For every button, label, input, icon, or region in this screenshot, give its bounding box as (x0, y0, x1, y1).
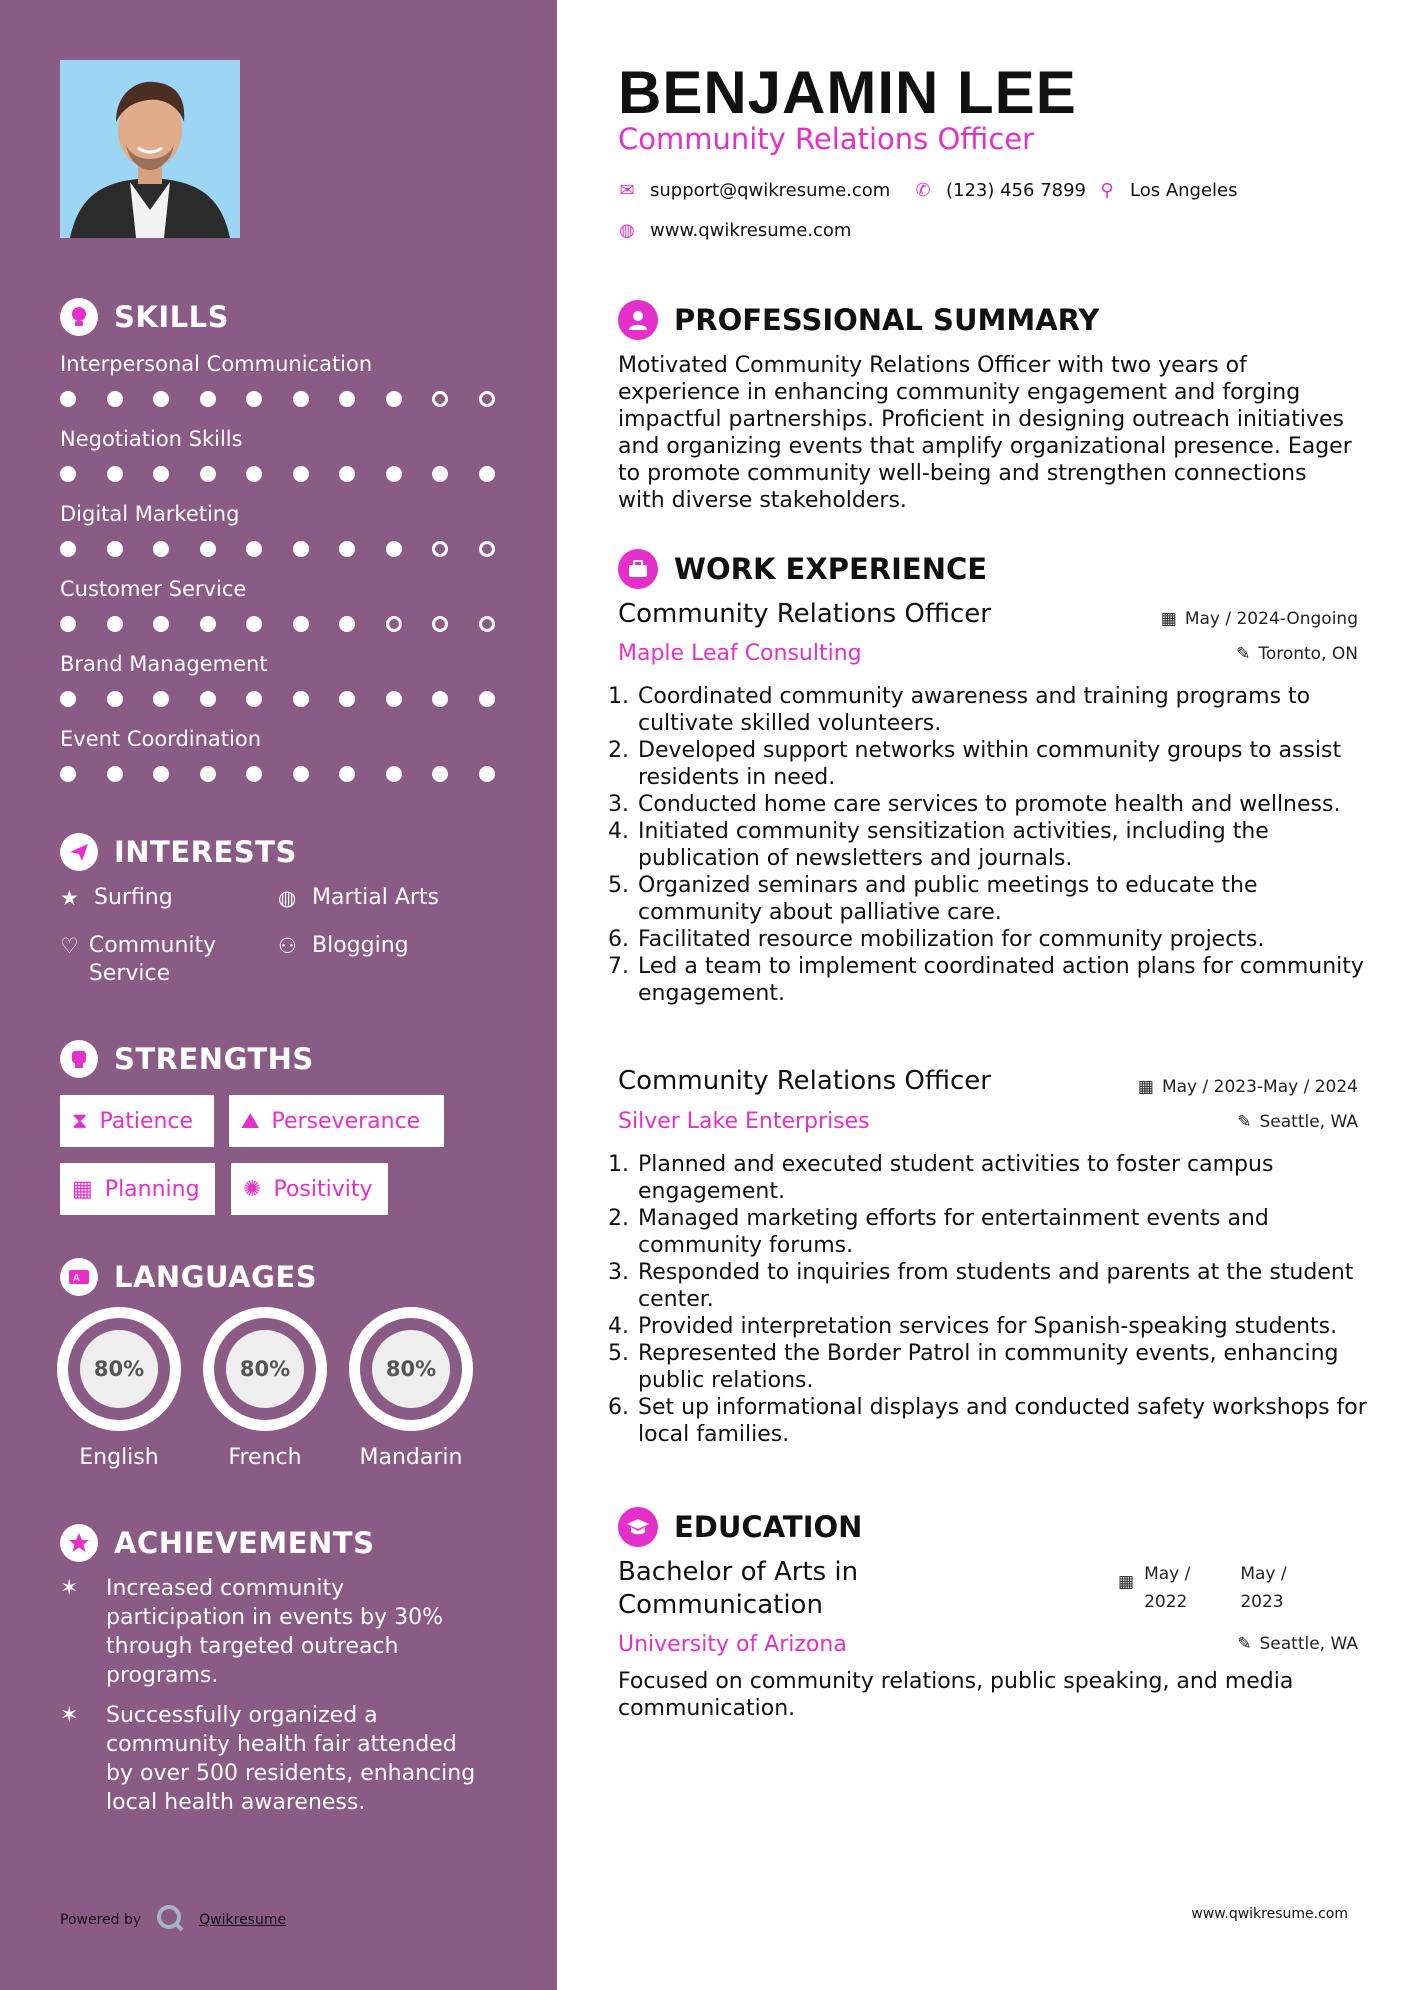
job-location-text: Toronto, ON (1258, 644, 1358, 664)
job-bullet: 4. Provided interpretation services for Spanish-speaking students. (636, 1313, 1376, 1340)
heart-icon: ♡ (60, 934, 79, 958)
education-dates (1118, 1560, 1287, 1616)
job-bullet: 3. Conducted home care services to promote health and wellness. (636, 791, 1376, 818)
strength-tag (60, 1095, 214, 1147)
language-icon (60, 1258, 98, 1296)
job-company: Maple Leaf Consulting (618, 641, 862, 666)
strength-label: Perseverance (271, 1108, 421, 1134)
skills-heading (60, 298, 229, 336)
rating-dot-filled (293, 541, 309, 557)
skill-name: Brand Management (60, 652, 268, 676)
rating-dot-filled (246, 541, 262, 557)
footer-website[interactable]: www.qwikresume.com (1191, 1906, 1348, 1922)
rating-dot-filled (339, 391, 355, 407)
skill-rating (60, 391, 525, 407)
contact-website (618, 220, 851, 241)
star-icon: ★ (60, 886, 79, 910)
rating-dot-filled (60, 391, 76, 407)
rating-dot-filled (246, 391, 262, 407)
language-item (349, 1307, 473, 1470)
rating-dot-empty (432, 391, 448, 407)
education-location (1237, 1634, 1358, 1654)
achievement-text: Successfully organized a community health fair attended by over 500 residents, enhancing local health awareness. (106, 1703, 476, 1815)
rating-dot-filled (246, 766, 262, 782)
contact-email (618, 180, 890, 201)
candidate-role: Community Relations Officer (618, 122, 1035, 156)
qwikresume-logo-icon (155, 1903, 185, 1937)
degree-line: Bachelor of Arts in (618, 1557, 859, 1587)
interests-title: INTERESTS (114, 835, 297, 869)
calendar-icon: ▦ (1137, 1077, 1154, 1097)
interest-label: Blogging (312, 933, 409, 958)
skill-rating (60, 766, 525, 782)
sidebar (0, 0, 557, 1990)
rating-dot-filled (386, 691, 402, 707)
job-location-text: Seattle, WA (1259, 1112, 1358, 1132)
rating-dot-filled (153, 766, 169, 782)
language-percent: 80% (80, 1330, 158, 1408)
skill-rating (60, 541, 525, 557)
rating-dot-filled (339, 466, 355, 482)
users-icon: ⚇ (278, 934, 297, 958)
achievement-text: Increased community participation in events by 30% through targeted outreach programs. (106, 1576, 444, 1688)
strength-label: Patience (99, 1108, 194, 1134)
language-ring (203, 1307, 327, 1431)
pushpin-icon: ✎ (1236, 644, 1251, 664)
job-bullets (618, 1151, 1376, 1448)
pushpin-icon: ✎ (1237, 1112, 1252, 1132)
experience-heading (618, 549, 987, 589)
school: University of Arizona (618, 1632, 847, 1657)
skill-name: Digital Marketing (60, 502, 240, 526)
phone-text: (123) 456 7899 (946, 180, 1087, 201)
rating-dot-filled (293, 391, 309, 407)
job-dates (1138, 1077, 1358, 1097)
summary-title: PROFESSIONAL SUMMARY (674, 303, 1100, 337)
briefcase-icon (618, 549, 658, 589)
interest-label: Community Service (88, 933, 217, 986)
job-bullet: 2. Developed support networks within community groups to assist residents in need. (636, 737, 1376, 791)
rating-dot-filled (107, 541, 123, 557)
education-location-text: Seattle, WA (1259, 1634, 1358, 1654)
job-bullet: 6. Facilitated resource mobilization for community projects. (636, 926, 1376, 953)
degree-line: Communication (618, 1590, 823, 1620)
rating-dot-filled (479, 466, 495, 482)
achievements-heading (60, 1524, 374, 1562)
map-pin-icon: ⚲ (1100, 180, 1114, 201)
rating-dot-empty (432, 616, 448, 632)
language-percent: 80% (226, 1330, 304, 1408)
rating-dot-filled (107, 466, 123, 482)
rating-dot-empty (432, 541, 448, 557)
job-title: Community Relations Officer (618, 599, 991, 629)
contact-location (1098, 180, 1238, 201)
rating-dot-filled (479, 691, 495, 707)
job-bullet: 5. Represented the Border Patrol in community events, enhancing public relations. (636, 1340, 1376, 1394)
job-dates-text: May / 2024-Ongoing (1184, 609, 1358, 629)
language-name: English (79, 1445, 159, 1470)
start-month: May / (1144, 1564, 1191, 1584)
pushpin-icon: ✎ (1237, 1634, 1252, 1654)
skills-title: SKILLS (114, 300, 229, 334)
language-item (203, 1307, 327, 1470)
star-icon: ✶ (60, 1576, 79, 1601)
education-description: Focused on community relations, public speaking, and media communication. (618, 1669, 1294, 1721)
brand-link[interactable]: Qwikresume (199, 1912, 287, 1928)
rating-dot-filled (153, 391, 169, 407)
skill-name: Customer Service (60, 577, 247, 601)
strength-tag (229, 1095, 444, 1147)
rating-dot-filled (246, 691, 262, 707)
language-ring (57, 1307, 181, 1431)
location-text: Los Angeles (1130, 180, 1238, 201)
rating-dot-filled (293, 466, 309, 482)
interest-item (60, 932, 250, 988)
skill-rating (60, 691, 525, 707)
powered-by-label: Powered by (60, 1912, 142, 1928)
education-heading (618, 1507, 862, 1547)
degree (618, 1556, 858, 1622)
job-bullet: 6. Set up informational displays and conducted safety workshops for local families. (636, 1394, 1376, 1448)
rating-dot-filled (339, 691, 355, 707)
rating-dot-filled (386, 541, 402, 557)
rating-dot-filled (432, 466, 448, 482)
languages-title: LANGUAGES (114, 1260, 318, 1294)
svg-text:A: A (73, 1273, 80, 1284)
rating-dot-filled (200, 766, 216, 782)
achievements-title: ACHIEVEMENTS (114, 1526, 375, 1560)
rating-dot-filled (153, 466, 169, 482)
calendar-icon: ▦ (1160, 609, 1177, 629)
job-dates (1161, 609, 1358, 629)
star-icon: ✶ (60, 1703, 79, 1728)
globe-icon: ◍ (619, 220, 635, 241)
rating-dot-empty (386, 616, 402, 632)
job-bullet: 1. Planned and executed student activities to foster campus engagement. (636, 1151, 1376, 1205)
achievement-item (60, 1574, 480, 1690)
job-dates-text: May / 2023-May / 2024 (1161, 1077, 1358, 1097)
lightbulb-icon (60, 298, 98, 336)
interest-label: Surfing (94, 885, 173, 910)
phone-icon: ✆ (915, 180, 931, 201)
rating-dot-filled (246, 466, 262, 482)
rating-dot-filled (432, 691, 448, 707)
start-year: 2022 (1144, 1592, 1188, 1612)
job-bullet: 1. Coordinated community awareness and training programs to cultivate skilled volunteers. (636, 683, 1376, 737)
rating-dot-empty (479, 616, 495, 632)
rating-dot-filled (153, 691, 169, 707)
globe-icon: ◍ (278, 886, 297, 910)
hourglass-icon: ⧗ (72, 1108, 88, 1134)
road-icon: ⛰ (241, 1108, 260, 1134)
rating-dot-filled (60, 541, 76, 557)
rating-dot-filled (60, 691, 76, 707)
job-location (1236, 644, 1358, 664)
powered-by (60, 1903, 286, 1937)
job-title: Community Relations Officer (618, 1066, 991, 1096)
skill-name: Event Coordination (60, 727, 262, 751)
job-location (1237, 1112, 1358, 1132)
rating-dot-filled (107, 691, 123, 707)
language-ring (349, 1307, 473, 1431)
contact-phone (914, 180, 1086, 201)
candidate-name: BENJAMIN LEE (618, 59, 1077, 126)
rating-dot-filled (153, 616, 169, 632)
rating-dot-filled (386, 391, 402, 407)
rating-dot-filled (386, 466, 402, 482)
fist-icon (60, 1040, 98, 1078)
summary-heading (618, 300, 1099, 340)
education-title: EDUCATION (674, 1510, 863, 1544)
rating-dot-filled (200, 616, 216, 632)
job-bullet: 2. Managed marketing efforts for entertainment events and community forums. (636, 1205, 1376, 1259)
language-item (57, 1307, 181, 1470)
rating-dot-filled (339, 541, 355, 557)
main-content (618, 0, 1367, 1990)
rating-dot-empty (479, 541, 495, 557)
skill-name: Negotiation Skills (60, 427, 243, 451)
end-year: 2023 (1240, 1592, 1284, 1612)
rating-dot-filled (293, 766, 309, 782)
rating-dot-filled (200, 691, 216, 707)
rating-dot-filled (246, 616, 262, 632)
strength-label: Planning (104, 1176, 200, 1202)
language-name: Mandarin (359, 1445, 463, 1470)
experience-title: WORK EXPERIENCE (674, 552, 988, 586)
job-bullet: 4. Initiated community sensitization activities, including the publication of newsletters and journals. (636, 818, 1376, 872)
profile-photo (60, 60, 240, 238)
strengths-heading (60, 1040, 314, 1078)
rating-dot-filled (153, 541, 169, 557)
skill-rating (60, 616, 525, 632)
email-text[interactable]: support@qwikresume.com (650, 180, 891, 201)
skill-rating (60, 466, 525, 482)
interest-item (278, 932, 409, 960)
rating-dot-filled (200, 541, 216, 557)
strength-label: Positivity (273, 1176, 373, 1202)
rating-dot-filled (107, 616, 123, 632)
calendar-icon: ▦ (1118, 1572, 1135, 1592)
job-company: Silver Lake Enterprises (618, 1109, 870, 1134)
job-bullet: 3. Responded to inquiries from students and parents at the student center. (636, 1259, 1376, 1313)
rating-dot-filled (200, 391, 216, 407)
rating-dot-filled (60, 616, 76, 632)
rating-dot-filled (60, 466, 76, 482)
sun-icon: ✺ (243, 1176, 262, 1202)
achievement-item (60, 1701, 480, 1817)
job-bullets (618, 683, 1376, 1007)
skill-name: Interpersonal Communication (60, 352, 373, 376)
user-icon (618, 300, 658, 340)
rating-dot-filled (200, 466, 216, 482)
rating-dot-filled (293, 616, 309, 632)
rating-dot-filled (479, 766, 495, 782)
rating-dot-filled (339, 616, 355, 632)
rating-dot-filled (107, 391, 123, 407)
rating-dot-filled (432, 766, 448, 782)
job-bullet: 5. Organized seminars and public meetings to educate the community about palliative care. (636, 872, 1376, 926)
award-star-icon (60, 1524, 98, 1562)
calendar-icon: ▦ (72, 1176, 93, 1202)
interests-heading (60, 833, 297, 871)
rating-dot-filled (386, 766, 402, 782)
language-percent: 80% (372, 1330, 450, 1408)
rating-dot-filled (293, 691, 309, 707)
paper-plane-icon (60, 833, 98, 871)
rating-dot-filled (107, 766, 123, 782)
interest-item (60, 884, 173, 912)
rating-dot-empty (479, 391, 495, 407)
interest-item (278, 884, 439, 912)
end-month: May / (1240, 1564, 1287, 1584)
language-name: French (228, 1445, 302, 1470)
rating-dot-filled (339, 766, 355, 782)
website-text[interactable]: www.qwikresume.com (650, 220, 852, 241)
strength-tag (60, 1163, 215, 1215)
strength-tag (231, 1163, 388, 1215)
languages-heading (60, 1258, 317, 1296)
rating-dot-filled (60, 766, 76, 782)
strengths-title: STRENGTHS (114, 1042, 314, 1076)
envelope-icon: ✉ (619, 180, 635, 201)
interest-label: Martial Arts (312, 885, 440, 910)
job-bullet: 7. Led a team to implement coordinated action plans for community engagement. (636, 953, 1376, 1007)
summary-text: Motivated Community Relations Officer with two years of experience in enhancing community engagement and forging impactful partnerships. Proficient in designing outreach initiatives and organizing events that amplify organizational presence. Eager to promote community well-being and strengthen connections with diverse stakeholders. (618, 353, 1352, 513)
graduation-cap-icon (618, 1507, 658, 1547)
